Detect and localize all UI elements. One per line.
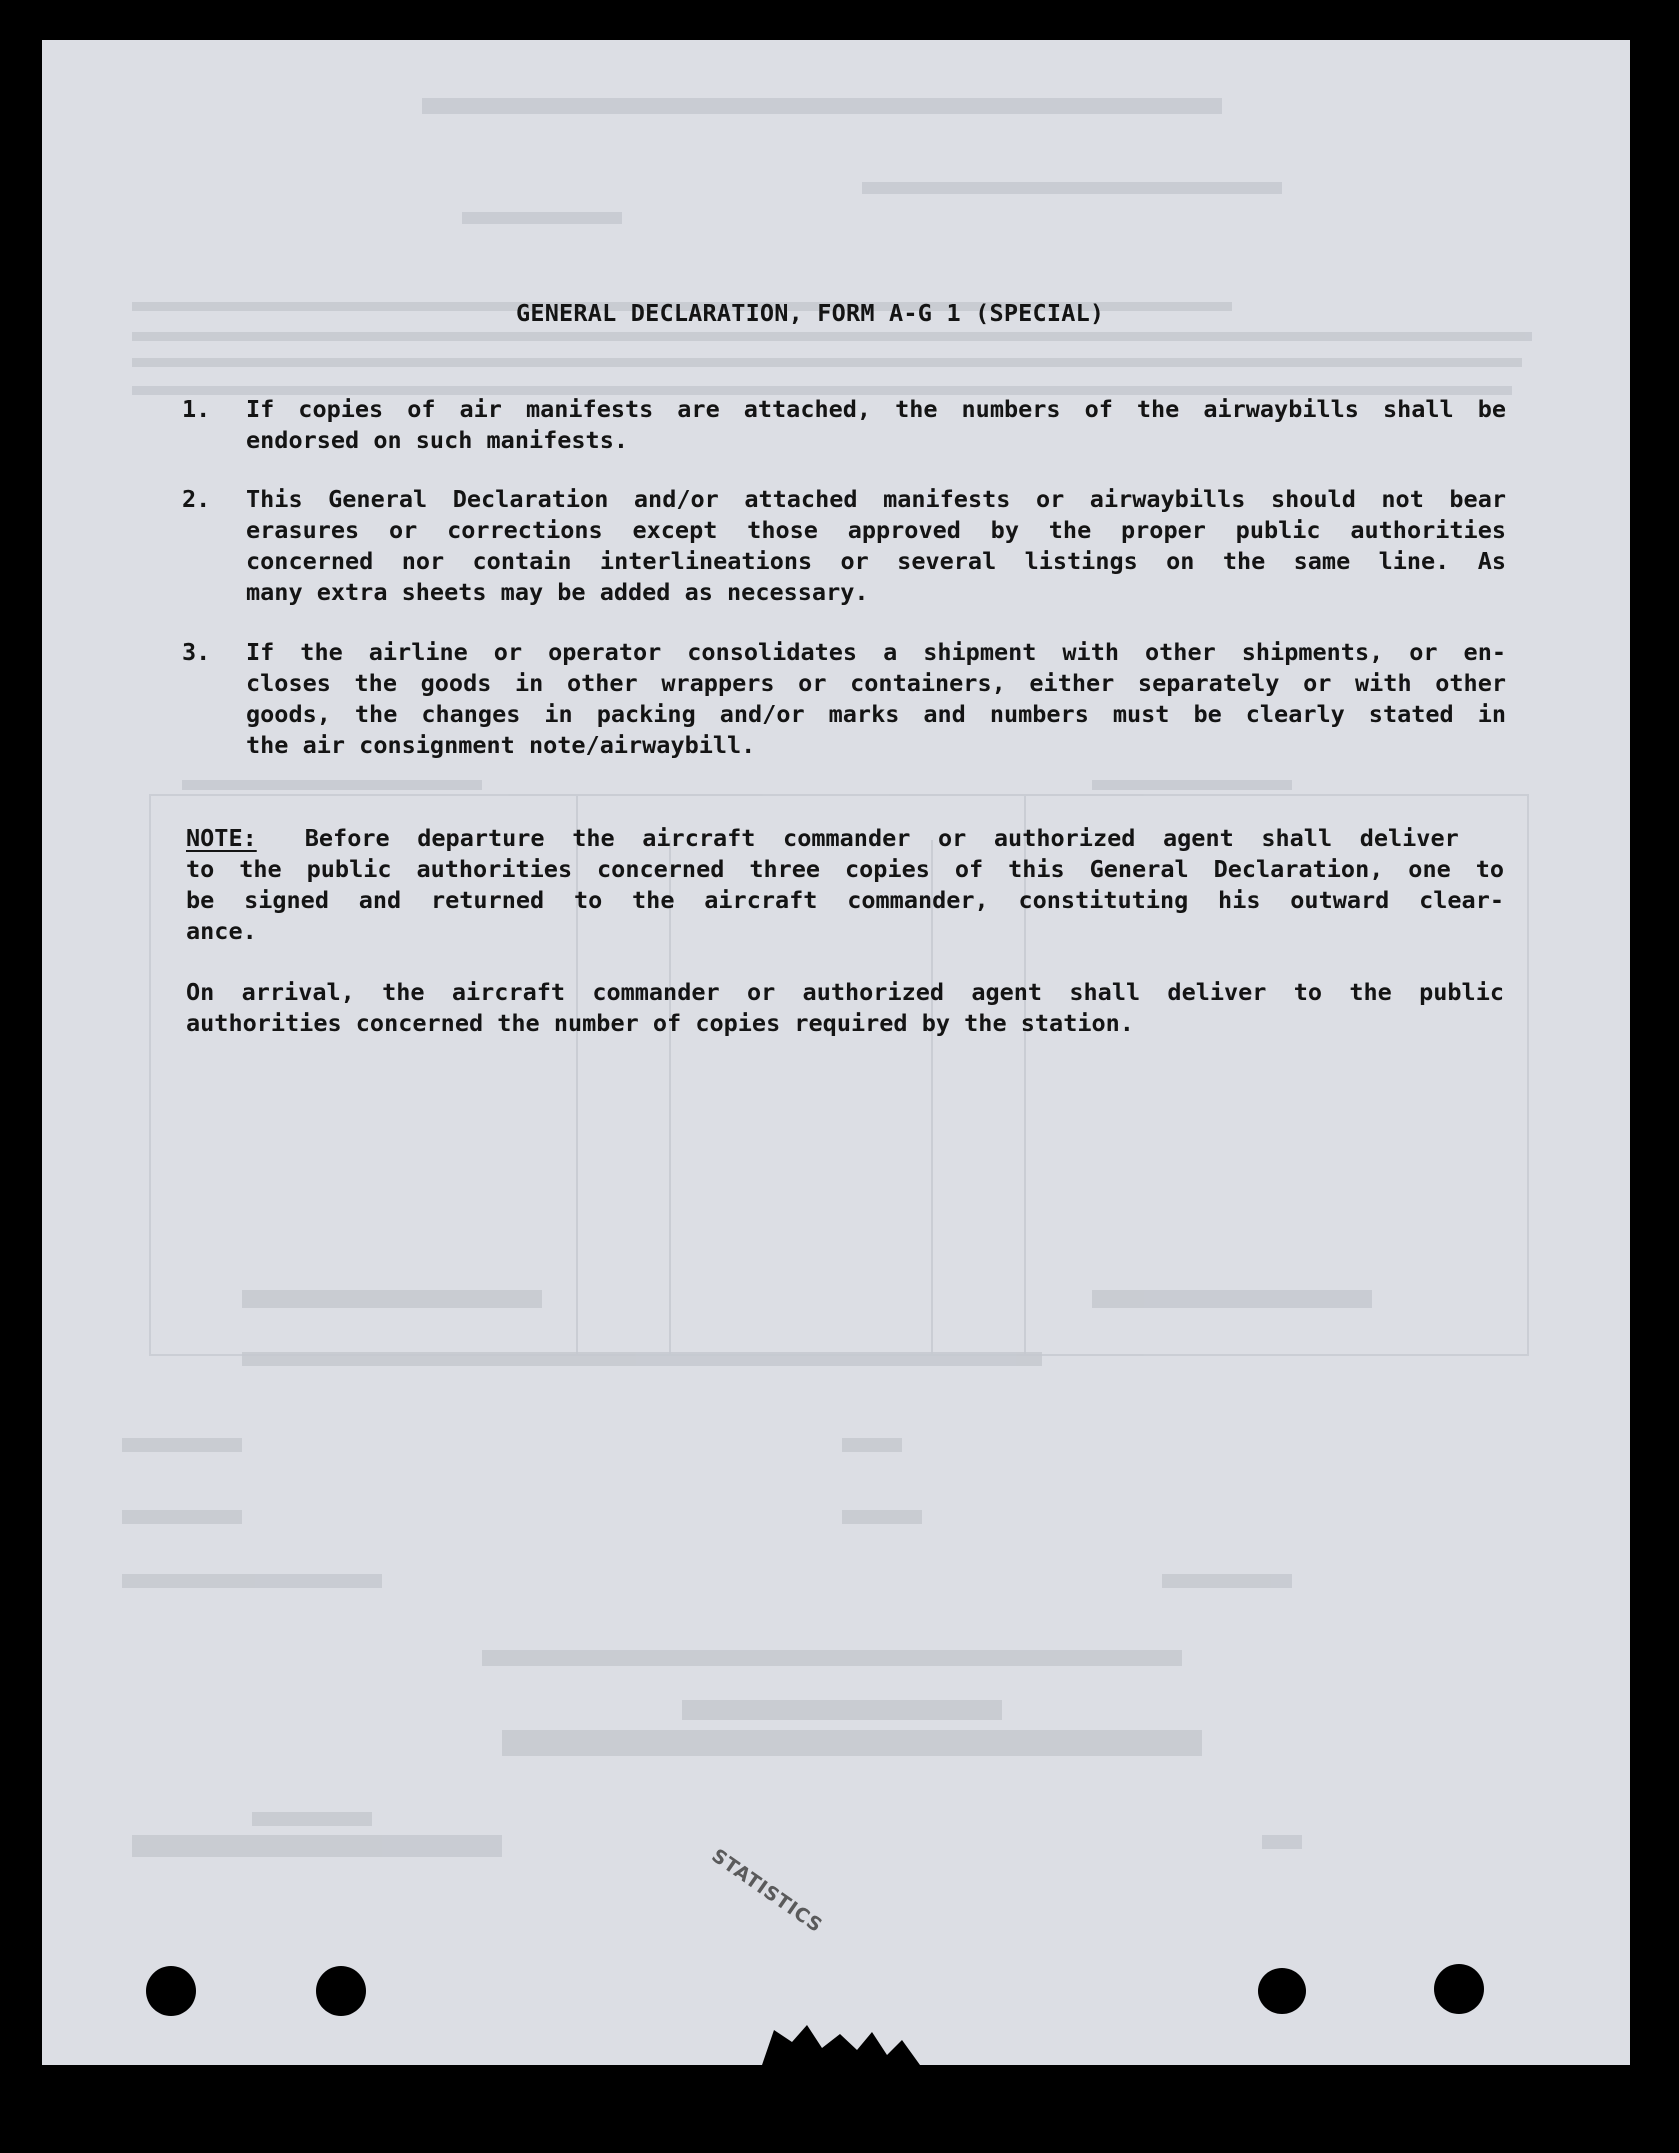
item-text <box>246 484 1506 608</box>
text-line: If copies of air manifests are attached, the numbers of the airwaybills shall be <box>246 395 1506 423</box>
item-text <box>246 637 1506 761</box>
text-line: many extra sheets may be added as necessary. <box>246 578 869 606</box>
punch-hole <box>1258 1968 1306 2014</box>
general-declaration-reverse <box>42 40 1630 2065</box>
item-text <box>246 394 1506 456</box>
text-line: If the airline or operator consolidates a shipment with other shipments, or en- <box>246 638 1506 666</box>
text-line: endorsed on such manifests. <box>246 426 629 454</box>
text-line: closes the goods in other wrappers or containers, either separately or with other <box>246 669 1506 697</box>
text-line: ance. <box>186 917 257 945</box>
text-line: goods, the changes in packing and/or marks and numbers must be clearly stated in <box>246 700 1506 728</box>
note-first-line <box>186 823 1504 854</box>
text-line: be signed and returned to the aircraft commander, constituting his outward clear- <box>186 886 1504 914</box>
item-number: 2. <box>182 485 211 513</box>
arrival-block <box>186 977 1504 1039</box>
text-line: to the public authorities concerned three copies of this General Declaration, one to <box>186 855 1504 883</box>
scanned-page <box>42 40 1630 2065</box>
text-line: the air consignment note/airwaybill. <box>246 731 756 759</box>
text-line: On arrival, the aircraft commander or authorized agent shall deliver to the public <box>186 978 1504 1006</box>
punch-hole <box>146 1966 196 2016</box>
text-line: authorities concerned the number of copies required by the station. <box>186 1009 1134 1037</box>
punch-hole <box>1434 1964 1484 2014</box>
text-line: This General Declaration and/or attached manifests or airwaybills should not bear <box>246 485 1506 513</box>
note-block <box>186 823 1504 947</box>
note-label: NOTE: <box>186 824 257 852</box>
text-line: concerned nor contain interlineations or several listings on the same line. As <box>246 547 1506 575</box>
note-first-text: Before departure the aircraft commander or authorized agent shall deliver <box>304 824 1459 852</box>
torn-edge <box>762 2020 942 2065</box>
text-line: erasures or corrections except those approved by the proper public authorities <box>246 516 1506 544</box>
item-number: 1. <box>182 395 211 423</box>
statistics-stamp: STATISTICS <box>707 1844 827 1938</box>
punch-hole <box>316 1966 366 2016</box>
item-number: 3. <box>182 638 211 666</box>
document-title: GENERAL DECLARATION, FORM A-G 1 (SPECIAL) <box>516 299 1105 327</box>
